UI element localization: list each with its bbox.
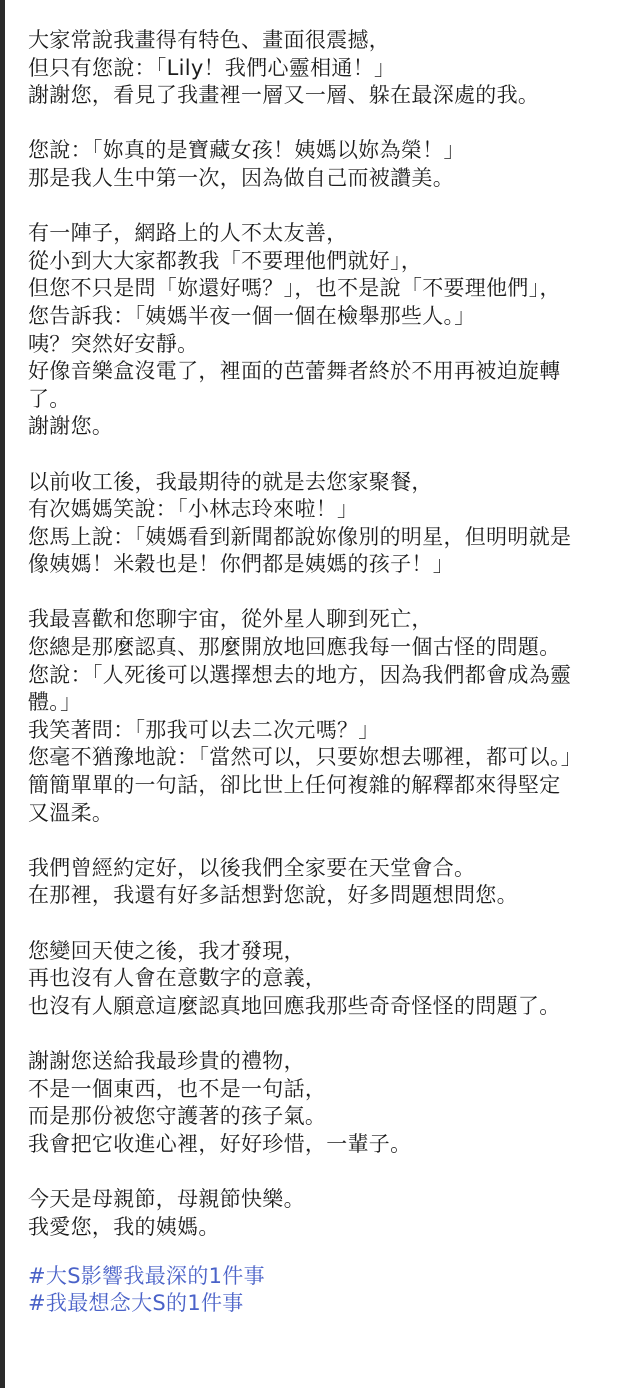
paragraph-5 <box>28 606 628 827</box>
text-line: 像姨媽！米穀也是！你們都是姨媽的孩子！」 <box>28 552 454 577</box>
text-line: 謝謝您送給我最珍貴的禮物， <box>28 1048 305 1073</box>
text-line: 我笑著問：「那我可以去二次元嗎？」 <box>28 717 380 742</box>
text-line: 今天是母親節，母親節快樂。 <box>28 1186 305 1211</box>
paragraph-8 <box>28 1048 628 1158</box>
text-line: 又溫柔。 <box>28 800 114 825</box>
text-line: 大家常說我畫得有特色、畫面很震撼， <box>28 28 391 52</box>
text-line: 以前收工後，我最期待的就是去您家聚餐， <box>28 469 433 494</box>
text-line: 謝謝您，看見了我畫裡一層又一層、躲在最深處的我。 <box>28 83 540 108</box>
text-line: 我最喜歡和您聊宇宙，從外星人聊到死亡， <box>28 607 433 632</box>
paragraph-7 <box>28 938 628 1021</box>
text-line: 了。 <box>28 386 71 411</box>
text-line: 您告訴我：「姨媽半夜一個一個在檢舉那些人。」 <box>28 303 476 328</box>
text-line: 好像音樂盒沒電了，裡面的芭蕾舞者終於不用再被迫旋轉 <box>28 359 561 384</box>
paragraph-2 <box>28 137 628 192</box>
text-line: 從小到大大家都教我「不要理他們就好」， <box>28 248 423 273</box>
text-line: 您說：「妳真的是寶藏女孩！姨媽以妳為榮！」 <box>28 138 465 163</box>
text-line: 您總是那麼認真、那麼開放地回應我每一個古怪的問題。 <box>28 635 561 660</box>
text-line: 而是那份被您守護著的孩子氣。 <box>28 1104 327 1129</box>
hashtag-list <box>28 1263 628 1318</box>
paragraph-9 <box>28 1186 628 1241</box>
text-line: 但您不只是問「妳還好嗎？」，也不是說「不要理他們」， <box>28 276 561 301</box>
text-line: 那是我人生中第一次，因為做自己而被讚美。 <box>28 165 454 190</box>
paragraph-6 <box>28 855 628 910</box>
text-line: 簡簡單單的一句話，卻比世上任何複雜的解釋都來得堅定 <box>28 773 561 798</box>
text-line: 有次媽媽笑說：「小林志玲來啦！」 <box>28 497 359 522</box>
text-line: 在那裡，我還有好多話想對您說，好多問題想問您。 <box>28 883 518 908</box>
text-line: 您毫不猶豫地說：「當然可以，只要妳想去哪裡，都可以。」 <box>28 745 583 770</box>
text-line: 您馬上說：「姨媽看到新聞都說妳像別的明星，但明明就是 <box>28 524 572 549</box>
text-line: 我們曾經約定好，以後我們全家要在天堂會合。 <box>28 855 476 880</box>
post-body <box>28 27 628 1318</box>
text-line: 我會把它收進心裡，好好珍惜，一輩子。 <box>28 1131 412 1156</box>
text-line: 不是一個東西，也不是一句話， <box>28 1076 327 1101</box>
text-line: 謝謝您。 <box>28 414 114 439</box>
text-line: 也沒有人願意這麼認真地回應我那些奇奇怪怪的問題了。 <box>28 993 561 1018</box>
hashtag-link[interactable]: #我最想念大S的1件事 <box>28 1291 244 1316</box>
text-line: 您變回天使之後，我才發現， <box>28 938 305 963</box>
paragraph-1 <box>28 27 628 110</box>
text-line: 您說：「人死後可以選擇想去的地方，因為我們都會成為靈 <box>28 662 572 687</box>
text-line: 體。」 <box>28 690 82 715</box>
hashtag-link[interactable]: #大S影響我最深的1件事 <box>28 1263 265 1288</box>
text-line: 但只有您說：「Lily！我們心靈相通！」 <box>28 55 396 80</box>
text-line: 有一陣子，網路上的人不太友善， <box>28 221 348 246</box>
left-edge-bar <box>0 0 5 1388</box>
text-line: 我愛您，我的姨媽。 <box>28 1214 220 1239</box>
paragraph-4 <box>28 469 628 579</box>
paragraph-3 <box>28 220 628 441</box>
text-line: 再也沒有人會在意數字的意義， <box>28 966 327 991</box>
text-line: 咦？突然好安靜。 <box>28 331 199 356</box>
